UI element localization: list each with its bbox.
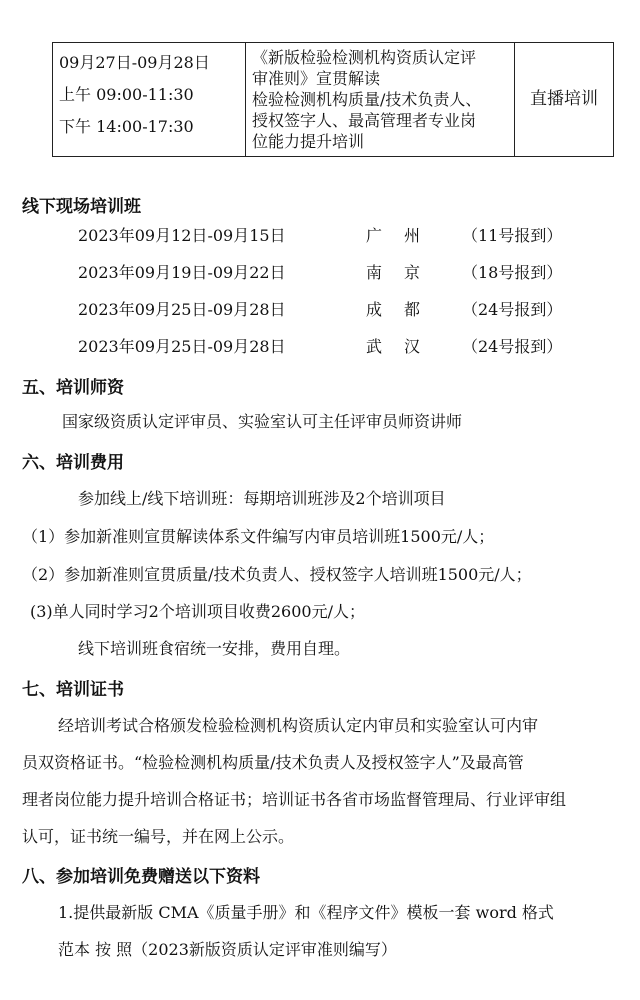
fee-item: （2）参加新准则宣贯质量/技术负责人、授权签字人培训班1500元/人； <box>22 565 532 584</box>
session-date: 2023年09月12日-09月15日 <box>78 226 286 245</box>
fee-item: （1）参加新准则宣贯解读体系文件编写内审员培训班1500元/人； <box>22 527 495 546</box>
section-5-heading: 五、培训师资 <box>22 378 124 398</box>
schedule-mode-cell: 直播培训 <box>515 43 614 157</box>
schedule-table <box>52 42 614 157</box>
section-8-heading: 八、参加培训免费赠送以下资料 <box>22 867 260 887</box>
session-city: 成都 <box>366 300 443 319</box>
session-date: 2023年09月25日-09月28日 <box>78 300 286 319</box>
schedule-row <box>53 43 614 157</box>
content-line: 检验检测机构质量/技术负责人、 <box>252 90 482 109</box>
content-line: 审准则》宣贯解读 <box>252 69 381 88</box>
content-line: 位能力提升培训 <box>252 132 365 151</box>
fee-note: 线下培训班食宿统一安排，费用自理。 <box>78 639 351 658</box>
session-city: 武汉 <box>366 337 443 356</box>
offline-heading: 线下现场培训班 <box>22 197 141 217</box>
schedule-date: 09月27日-09月28日 <box>59 53 210 72</box>
material-line: 1.提供最新版 CMA《质量手册》和《程序文件》模板一套 word 格式 <box>58 903 554 922</box>
content-line: 《新版检验检测机构资质认定评 <box>252 48 477 67</box>
fee-intro: 参加线上/线下培训班：每期培训班涉及2个培训项目 <box>78 489 446 508</box>
session-report: （11号报到） <box>462 226 563 245</box>
content-line: 授权签字人、最高管理者专业岗 <box>252 111 477 130</box>
cert-line: 员双资格证书。“检验检测机构质量/技术负责人及授权签字人”及最高管 <box>22 753 524 772</box>
session-city: 广州 <box>366 226 443 245</box>
cert-line: 经培训考试合格颁发检验检测机构资质认定内审员和实验室认可内审 <box>58 716 539 735</box>
faculty-text: 国家级资质认定评审员、实验室认可主任评审员师资讲师 <box>62 412 463 431</box>
fee-item: (3)单人同时学习2个培训项目收费2600元/人； <box>30 602 365 621</box>
section-7-heading: 七、培训证书 <box>22 680 124 700</box>
schedule-morning: 上午 09:00-11:30 <box>59 85 194 104</box>
schedule-time-cell <box>53 43 246 157</box>
session-report: （24号报到） <box>462 300 563 319</box>
schedule-afternoon: 下午 14:00-17:30 <box>59 117 194 136</box>
session-report: （18号报到） <box>462 263 563 282</box>
schedule-content-cell <box>246 43 515 157</box>
session-date: 2023年09月25日-09月28日 <box>78 337 286 356</box>
section-6-heading: 六、培训费用 <box>22 453 124 473</box>
session-city: 南京 <box>366 263 443 282</box>
session-date: 2023年09月19日-09月22日 <box>78 263 286 282</box>
material-line: 范本 按 照（2023新版资质认定评审准则编写） <box>58 940 397 959</box>
cert-line: 理者岗位能力提升培训合格证书；培训证书各省市场监督管理局、行业评审组 <box>22 790 567 809</box>
session-report: （24号报到） <box>462 337 563 356</box>
cert-line: 认可，证书统一编号，并在网上公示。 <box>22 827 295 846</box>
